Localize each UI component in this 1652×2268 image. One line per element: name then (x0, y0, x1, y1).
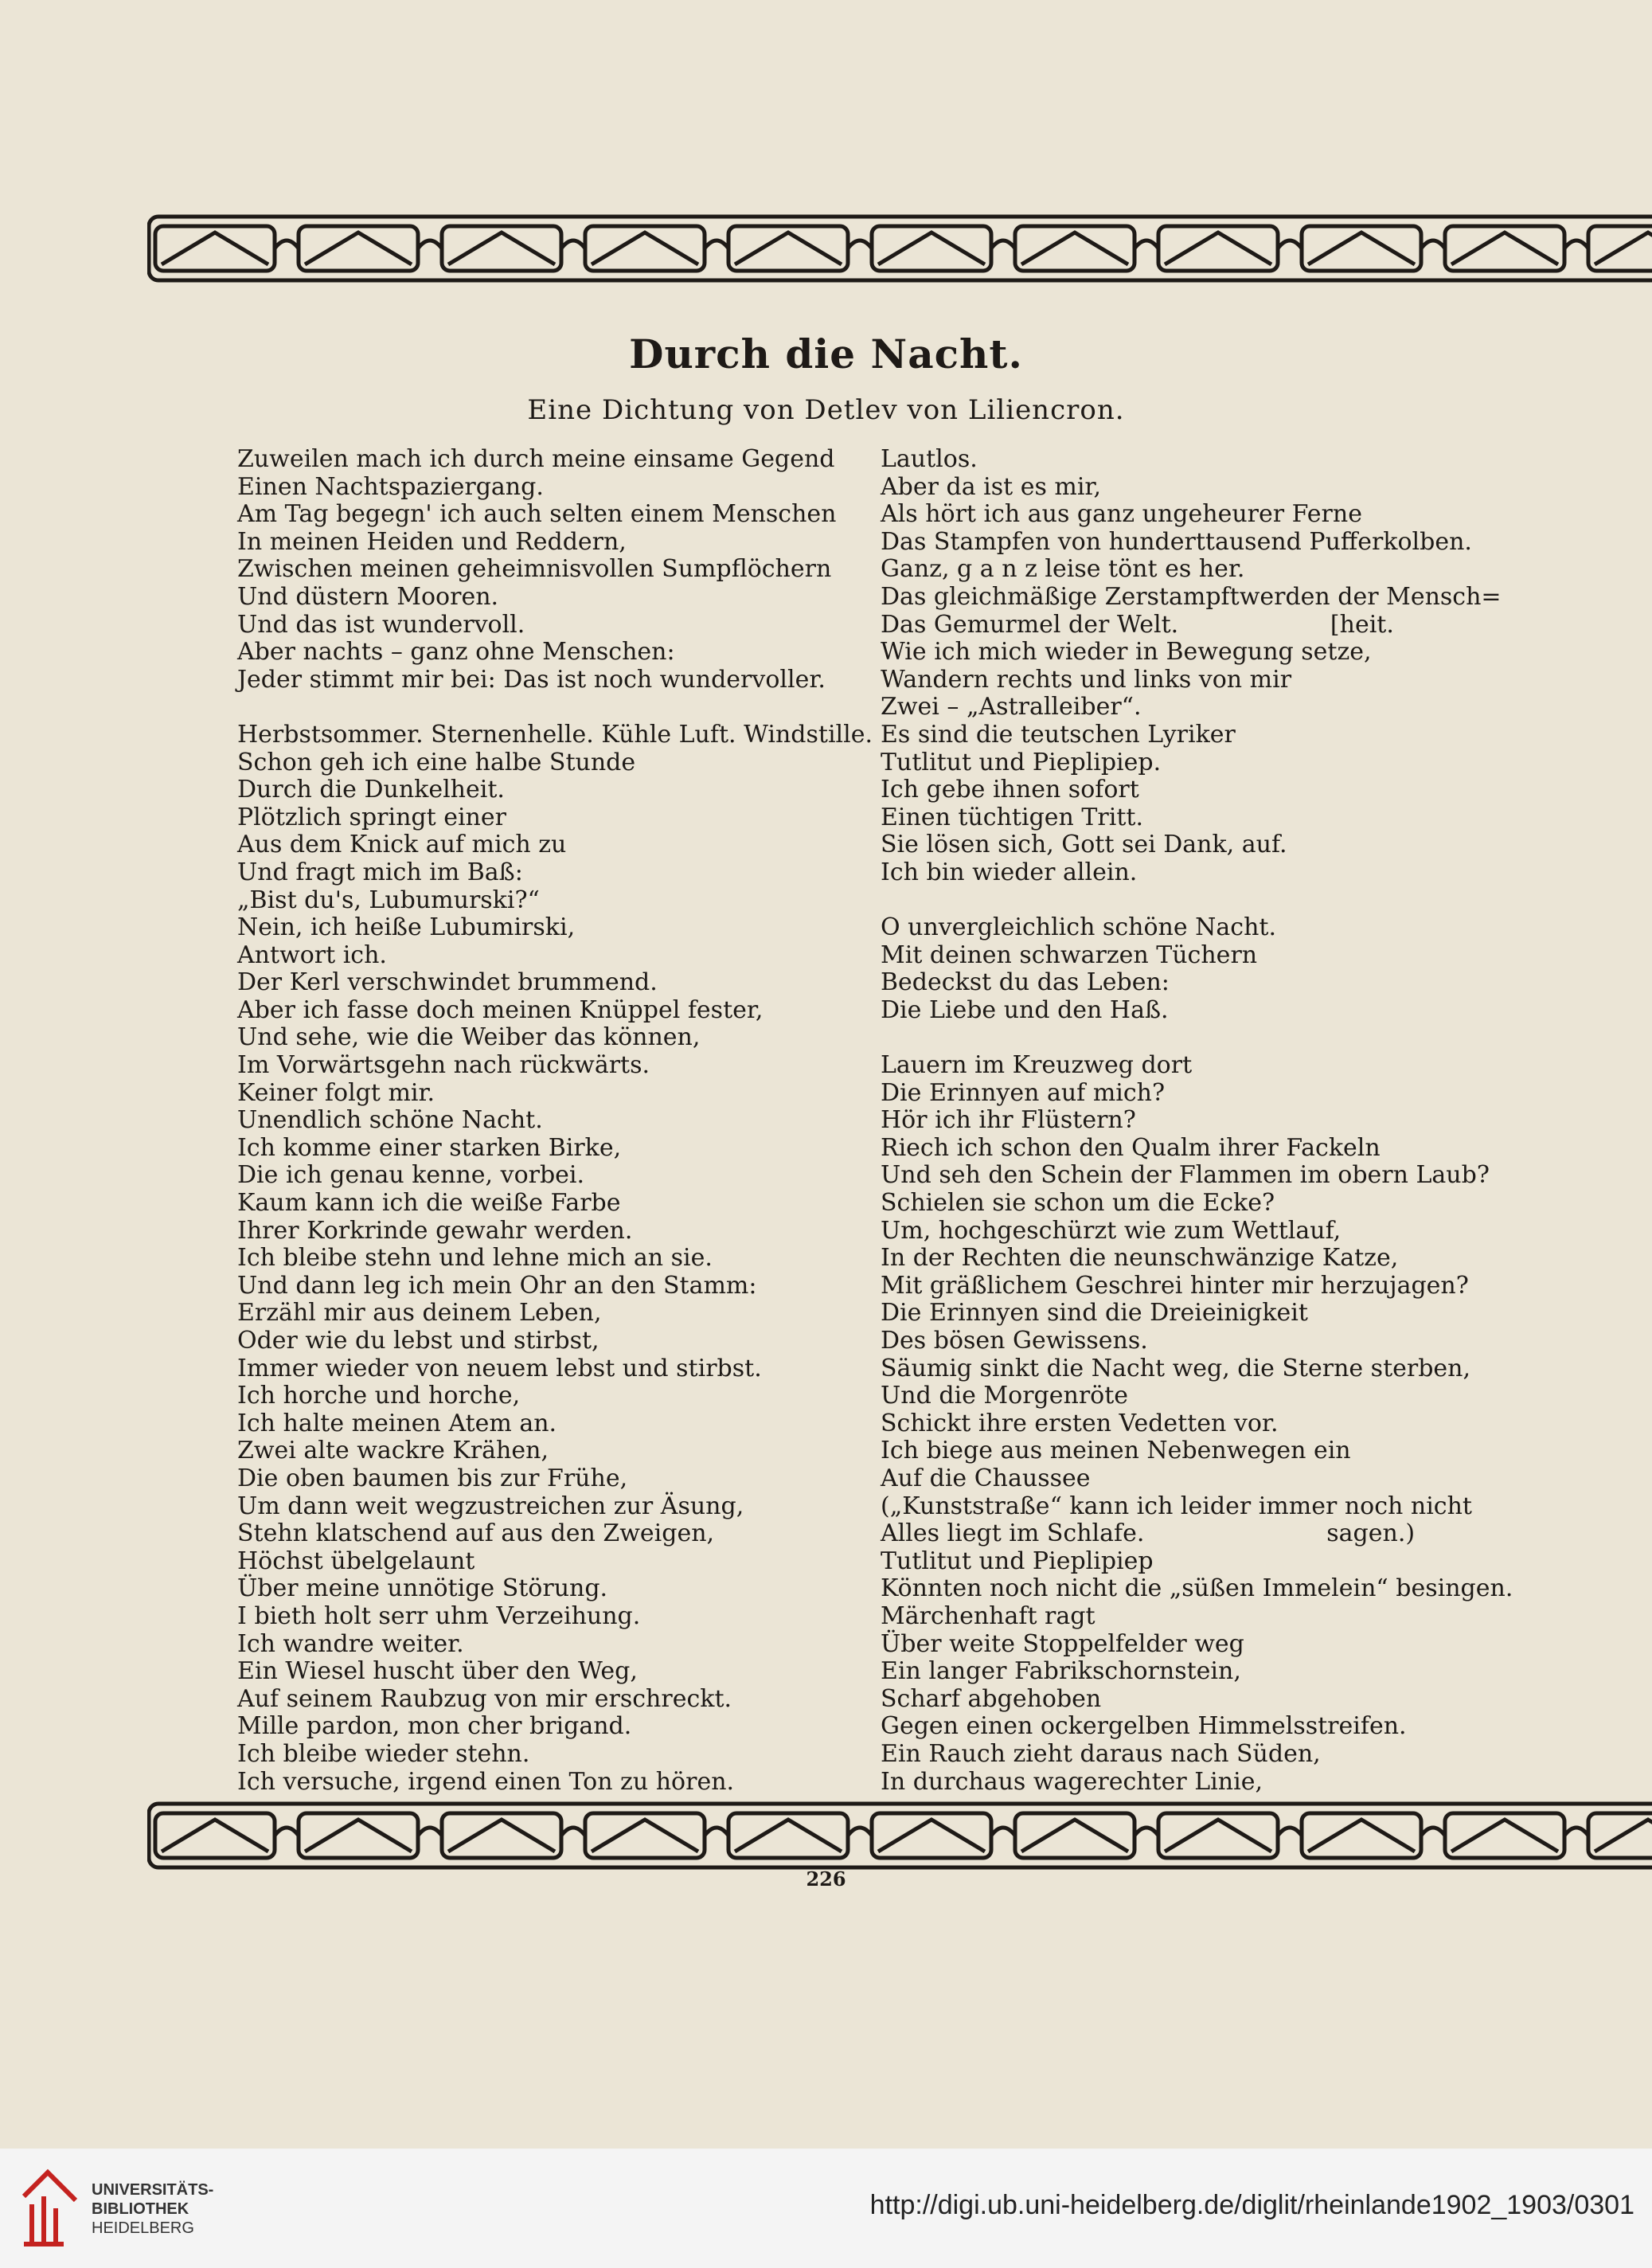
poem-line: Und die Morgenröte (881, 1382, 1129, 1410)
poem-line: Und dann leg ich mein Ohr an den Stamm: (237, 1271, 757, 1300)
library-line-1: UNIVERSITÄTS- (92, 2181, 214, 2199)
top-ornamental-border (147, 209, 1652, 304)
poem-line: Stehn klatschend auf aus den Zweigen, (237, 1519, 715, 1548)
stanza-gap (237, 694, 850, 721)
library-name (92, 2180, 213, 2238)
poem-line: Über weite Stoppelfelder weg (881, 1629, 1244, 1658)
poem-subtitle: Eine Dichtung von Detlev von Liliencron. (527, 394, 1125, 426)
poem-line: Lautlos. (881, 445, 978, 473)
poem-line: Auf die Chaussee (881, 1464, 1091, 1492)
poem-line: Jeder stimmt mir bei: Das ist noch wundervoller. (237, 665, 826, 694)
poem-line: Der Kerl verschwindet brummend. (237, 968, 658, 997)
poem-line: Um, hochgeschürzt wie zum Wettlauf, (881, 1216, 1342, 1245)
poem-line: „Bist du's, Lubumurski?“ (237, 886, 540, 914)
poem-line: Ich wandre weiter. (237, 1629, 464, 1658)
poem-line: Tutlitut und Pieplipiep. (881, 748, 1162, 776)
poem-line: Scharf abgehoben (881, 1684, 1102, 1713)
poem-line: Einen tüchtigen Tritt. (881, 803, 1143, 831)
source-url-link[interactable]: http://digi.ub.uni-heidelberg.de/diglit/rheinlande1902_1903/0301 (869, 2190, 1634, 2220)
poem-line: Unendlich schöne Nacht. (237, 1106, 543, 1135)
poem-line: Könnten noch nicht die „süßen Immelein“ besingen. (881, 1574, 1513, 1603)
poem-line: Ich komme einer starken Birke, (237, 1133, 622, 1162)
poem-line: Gegen einen ockergelben Himmelsstreifen. (881, 1712, 1407, 1741)
university-library-logo-icon (16, 2164, 84, 2252)
poem-line: Durch die Dunkelheit. (237, 776, 505, 804)
poem-line: Ich horche und horche, (237, 1382, 521, 1410)
poem-line: Wie ich mich wieder in Bewegung setze, (881, 638, 1372, 667)
poem-line: Um dann weit wegzustreichen zur Äsung, (237, 1492, 744, 1520)
poem-line: Aus dem Knick auf mich zu (237, 831, 567, 859)
poem-line: Wandern rechts und links von mir (881, 665, 1292, 694)
poem-line: Die Erinnyen auf mich? (881, 1078, 1166, 1107)
poem-line: Märchenhaft ragt (881, 1601, 1095, 1630)
poem-line: In durchaus wagerechter Linie, (881, 1767, 1263, 1796)
poem-line: Riech ich schon den Qualm ihrer Fackeln (881, 1133, 1381, 1162)
poem-line: Ihrer Korkrinde gewahr werden. (237, 1216, 633, 1245)
poem-line: Tutlitut und Pieplipiep (881, 1547, 1154, 1575)
poem-line: Antwort ich. (237, 940, 387, 969)
poem-line: Als hört ich aus ganz ungeheurer Ferne (881, 500, 1362, 529)
poem-line: Einen Nachtspaziergang. (237, 472, 544, 501)
poem-line: Kaum kann ich die weiße Farbe (237, 1189, 621, 1218)
poem-line: Ein Wiesel huscht über den Weg, (237, 1657, 638, 1686)
poem-line: Das Gemurmel der Welt. [heit. (881, 610, 1394, 639)
poem-line: In meinen Heiden und Reddern, (237, 527, 627, 556)
poem-line: Ich versuche, irgend einen Ton zu hören. (237, 1767, 735, 1796)
poem-line: Des bösen Gewissens. (881, 1327, 1148, 1355)
poem-column-right (881, 445, 1513, 1796)
poem-line: Schickt ihre ersten Vedetten vor. (881, 1409, 1279, 1437)
poem-line: Das gleichmäßige Zerstampftwerden der Mensch= (881, 582, 1502, 611)
poem-title: Durch die Nacht. (629, 330, 1023, 377)
poem-line: Und das ist wundervoll. (237, 610, 525, 639)
poem-line: Ich bleibe wieder stehn. (237, 1739, 530, 1768)
poem-line: Mille pardon, mon cher brigand. (237, 1712, 632, 1741)
poem-line: Zwei alte wackre Krähen, (237, 1437, 549, 1465)
stanza-gap (881, 1024, 1486, 1052)
poem-line: Zwischen meinen geheimnisvollen Sumpflöchern (237, 555, 832, 584)
poem-line: Zuweilen mach ich durch meine einsame Gegend (237, 445, 835, 473)
poem-line: Ich halte meinen Atem an. (237, 1409, 557, 1437)
stanza-gap (881, 887, 1486, 915)
poem-line: Plötzlich springt einer (237, 803, 506, 831)
poem-line: Die Liebe und den Haß. (881, 995, 1169, 1024)
poem-line: Herbstsommer. Sternenhelle. Kühle Luft. Windstille. (237, 720, 873, 749)
poem-line: Ich bleibe stehn und lehne mich an sie. (237, 1244, 713, 1273)
poem-line: Auf seinem Raubzug von mir erschreckt. (237, 1684, 732, 1713)
poem-line: Zwei – „Astralleiber“. (881, 693, 1142, 721)
poem-line: Ich gebe ihnen sofort (881, 776, 1139, 804)
poem-line: Ich bin wieder allein. (881, 858, 1138, 886)
poem-line: Keiner folgt mir. (237, 1078, 435, 1107)
poem-column-left (237, 445, 873, 1796)
poem-line: Erzähl mir aus deinem Leben, (237, 1299, 602, 1328)
library-line-3: HEIDELBERG (92, 2219, 194, 2237)
poem-line: Ein Rauch zieht daraus nach Süden, (881, 1739, 1321, 1768)
poem-line: Mit gräßlichem Geschrei hinter mir herzujagen? (881, 1271, 1469, 1300)
poem-line: („Kunststraße“ kann ich leider immer noch nicht (881, 1492, 1472, 1520)
poem-line: Bedeckst du das Leben: (881, 968, 1170, 997)
page-number: 226 (806, 1867, 846, 1891)
poem-line: Aber nachts – ganz ohne Menschen: (237, 638, 675, 667)
poem-line: In der Rechten die neunschwänzige Katze, (881, 1244, 1399, 1273)
poem-line: Das Stampfen von hunderttausend Pufferkolben. (881, 527, 1472, 556)
viewer-footer (0, 2149, 1652, 2268)
poem-line: Am Tag begegn' ich auch selten einem Menschen (237, 500, 837, 529)
poem-line: Die oben baumen bis zur Frühe, (237, 1464, 628, 1492)
poem-line: Und sehe, wie die Weiber das können, (237, 1023, 701, 1052)
poem-line: Und seh den Schein der Flammen im obern Laub? (881, 1161, 1490, 1190)
poem-line: Säumig sinkt die Nacht weg, die Sterne sterben, (881, 1354, 1471, 1382)
library-line-2: BIBLIOTHEK (92, 2200, 189, 2218)
poem-line: Ein langer Fabrikschornstein, (881, 1657, 1241, 1686)
poem-line: Lauern im Kreuzweg dort (881, 1051, 1193, 1080)
poem-line: O unvergleichlich schöne Nacht. (881, 913, 1276, 942)
poem-line: Es sind die teutschen Lyriker (881, 720, 1236, 749)
poem-line: Sie lösen sich, Gott sei Dank, auf. (881, 831, 1287, 859)
poem-line: Und fragt mich im Baß: (237, 858, 523, 886)
poem-line: Aber da ist es mir, (881, 472, 1102, 501)
poem-line: Die Erinnyen sind die Dreieinigkeit (881, 1299, 1308, 1328)
poem-line: Ganz, g a n z leise tönt es her. (881, 555, 1245, 584)
poem-line: Die ich genau kenne, vorbei. (237, 1161, 585, 1190)
poem-line: Alles liegt im Schlafe. sagen.) (881, 1519, 1416, 1548)
poem-line: Immer wieder von neuem lebst und stirbst. (237, 1354, 762, 1382)
poem-line: Mit deinen schwarzen Tüchern (881, 940, 1258, 969)
poem-line: Oder wie du lebst und stirbst, (237, 1327, 599, 1355)
poem-line: Höchst übelgelaunt (237, 1547, 475, 1575)
poem-line: Ich biege aus meinen Nebenwegen ein (881, 1437, 1351, 1465)
poem-line: Schon geh ich eine halbe Stunde (237, 748, 636, 776)
poem-line: Über meine unnötige Störung. (237, 1574, 608, 1603)
poem-line: Nein, ich heiße Lubumirski, (237, 913, 576, 942)
poem-line: Schielen sie schon um die Ecke? (881, 1189, 1275, 1218)
poem-line: Aber ich fasse doch meinen Knüppel fester, (237, 995, 764, 1024)
poem-line: Im Vorwärtsgehn nach rückwärts. (237, 1051, 650, 1080)
poem-line: Und düstern Mooren. (237, 582, 499, 611)
poem-line: Hör ich ihr Flüstern? (881, 1106, 1136, 1135)
poem-line: I bieth holt serr uhm Verzeihung. (237, 1601, 641, 1630)
